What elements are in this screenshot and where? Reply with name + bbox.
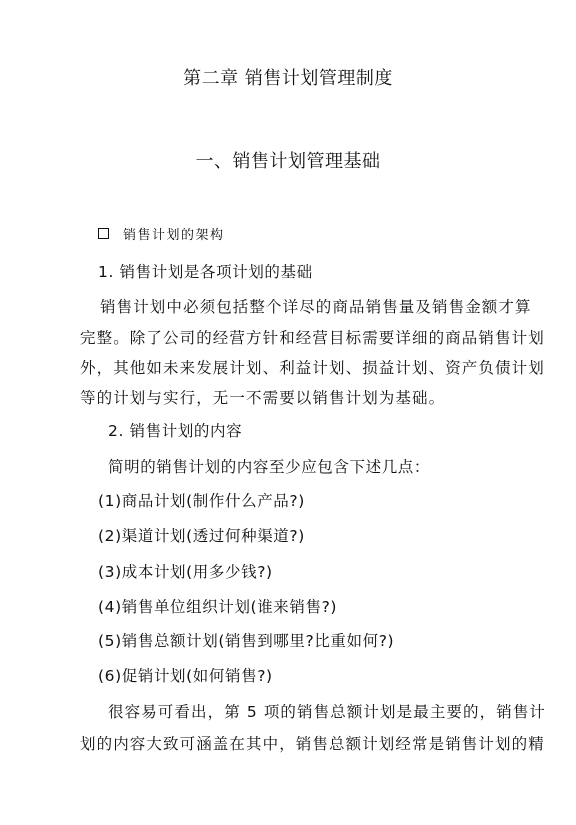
item2-conclusion-line-1: 很容易可看出，第 5 项的销售总额计划是最主要的，销售计: [108, 703, 547, 721]
bullet-heading-text: 销售计划的架构: [123, 228, 225, 243]
item2-point-3: (3)成本计划(用多少钱?): [98, 563, 273, 581]
item2-point-4: (4)销售单位组织计划(谁来销售?): [98, 598, 338, 616]
bullet-heading: [98, 224, 225, 243]
item2-point-1: (1)商品计划(制作什么产品?): [98, 492, 305, 510]
item1-paragraph-line-4: 等的计划与实行，无一不需要以销售计划为基础。: [80, 389, 446, 407]
item1-heading: 1. 销售计划是各项计划的基础: [98, 263, 313, 281]
item2-conclusion-line-2: 划的内容大致可涵盖在其中，销售总额计划经常是销售计划的精: [80, 735, 545, 753]
item1-paragraph-line-2: 完整。除了公司的经营方针和经营目标需要详细的商品销售计划: [80, 329, 545, 347]
checkbox-bullet-icon: [98, 228, 109, 239]
item2-point-2: (2)渠道计划(透过何种渠道?): [98, 527, 305, 545]
chapter-title: 第二章 销售计划管理制度: [183, 68, 393, 89]
item2-heading: 2. 销售计划的内容: [108, 422, 243, 440]
section-title: 一、销售计划管理基础: [195, 151, 381, 172]
item2-intro: 简明的销售计划的内容至少应包含下述几点：: [108, 458, 431, 476]
item2-point-5: (5)销售总额计划(销售到哪里?比重如何?): [98, 632, 395, 650]
item1-paragraph-line-1: 销售计划中必须包括整个详尽的商品销售量及销售金额才算: [100, 298, 532, 316]
item1-paragraph-line-3: 外，其他如未来发展计划、利益计划、损益计划、资产负债计划: [80, 359, 545, 377]
item2-point-6: (6)促销计划(如何销售?): [98, 667, 273, 685]
